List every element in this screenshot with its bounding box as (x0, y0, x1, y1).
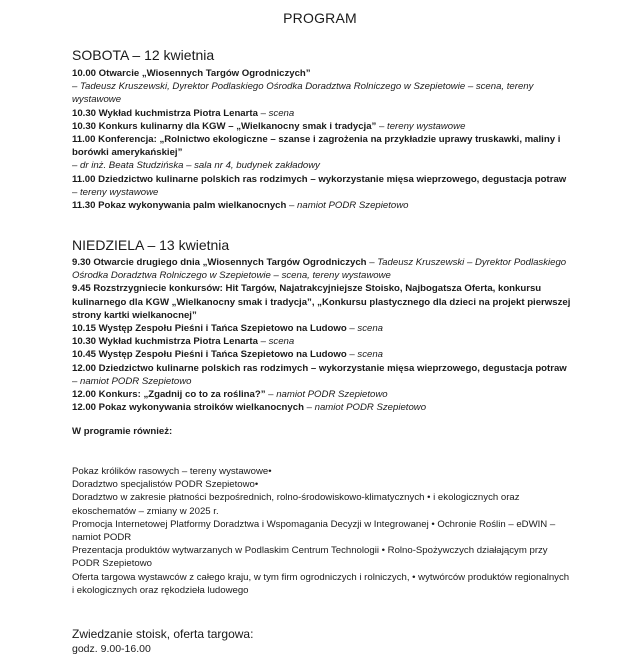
entry-italic: – Tadeusz Kruszewski, Dyrektor Podlaskiego Ośrodka Doradztwa Rolniczego w Szepietowie – scena, tereny wystawowe (72, 81, 534, 106)
entry-bold: 10.00 Otwarcie „Wiosennych Targów Ogrodniczych” (72, 68, 311, 79)
schedule-entry (72, 199, 572, 212)
entry-sep: – (286, 200, 298, 212)
entry-italic: namiot PODR Szepietowo (276, 389, 388, 401)
entry-sep: – (366, 257, 378, 268)
entry-bold: 12.00 Pokaz wykonywania stroików wielkanocnych (72, 402, 304, 414)
entry-bold: 9.45 Rozstrzygniecie konkursów: Hit Targów, Najatrakcyjniejsze Stoisko, Najbogatsza Oferta, konkursu kulinarnego dla KGW „Wielkanocny smak i tradycja”, „Konkursu plastycznego dla dzieci na projekt pierwszej strony kartki wielkanocnej” (72, 283, 571, 321)
schedule-entry (72, 173, 572, 199)
schedule-entry (72, 322, 572, 335)
schedule-entry (72, 401, 572, 414)
entry-bold: 9.30 Otwarcie drugiego dnia „Wiosennych Targów Ogrodniczych (72, 257, 367, 268)
schedule-entry (72, 388, 572, 401)
also-item: Doradztwo specjalistów PODR Szepietowo• (72, 479, 259, 491)
visit-hours: godz. 9.00-16.00 (72, 643, 151, 655)
entry-sep: – (72, 186, 81, 198)
also-heading: W programie również: (72, 426, 173, 437)
sunday-schedule (72, 256, 572, 414)
entry-bold: 11.30 Pokaz wykonywania palm wielkanocnych (72, 200, 287, 212)
also-item: Prezentacja produktów wytwarzanych w Podlaskim Centrum Technologii • Rolno-Spożywczych działającym przy PODR Szepietowo (72, 545, 548, 570)
schedule-entry (72, 120, 572, 133)
entry-italic: namiot PODR Szepietowo (80, 375, 192, 387)
entry-sep: – (257, 336, 269, 348)
also-item: Oferta targowa wystawców z całego kraju, w tym firm ogrodniczych i rolniczych, • wytwórców produktów regionalnych i ekologicznych oraz rękodzieła ludowego (72, 571, 570, 596)
sunday-heading: NIEDZIELA – 13 kwietnia (72, 237, 230, 253)
also-item: Promocja Internetowej Platformy Doradztwa i Wspomagania Decyzji w Integrowanej • Ochronie Roślin – eDWIN – namiot PODR (72, 518, 556, 544)
schedule-entry (72, 335, 572, 348)
entry-italic: namiot PODR Szepietowo (314, 402, 427, 414)
entry-italic: namiot PODR Szepietowo (297, 200, 409, 212)
schedule-entry (72, 80, 572, 106)
entry-sep: – (265, 389, 277, 401)
entry-sep: – (72, 375, 81, 387)
entry-bold: 11.00 Konferencja: „Rolnictwo ekologiczne – szanse i zagrożenia na przykładzie uprawy truskawki, maliny i borówki amerykańskiej” (72, 134, 561, 159)
entry-italic: tereny wystawowe (387, 120, 466, 132)
entry-bold: 10.45 Występ Zespołu Pieśni i Tańca Szepietowo na Ludowo (72, 349, 347, 361)
also-item: Pokaz królików rasowych – tereny wystawowe• (72, 466, 272, 477)
also-item: Doradztwo w zakresie płatności bezpośrednich, rolno-środowiskowo-klimatycznych • i ekologicznych oraz ekoschematów – zmiany w 2025 r. (72, 492, 520, 517)
entry-bold: 10.30 Wykład kuchmistrza Piotra Lenarta (72, 336, 258, 348)
visit-heading: Zwiedzanie stoisk, oferta targowa: (72, 627, 254, 641)
entry-sep: – (346, 349, 358, 361)
schedule-entry (72, 362, 572, 388)
page-title: PROGRAM (283, 10, 357, 26)
entry-italic: scena (357, 349, 384, 361)
entry-italic: Tadeusz Kruszewski – Dyrektor Podlaskiego Ośrodka Doradztwa Rolniczego w Szepietowie – scena, tereny wystawowe (72, 257, 567, 282)
entry-italic: scena (357, 323, 384, 335)
schedule-entry (72, 133, 572, 159)
entry-bold: 12.00 Konkurs: „Zgadnij co to za roślina?” (72, 389, 266, 401)
schedule-entry (72, 256, 572, 282)
schedule-entry (72, 67, 572, 80)
schedule-entry (72, 348, 572, 361)
entry-italic: tereny wystawowe (80, 186, 159, 198)
saturday-schedule (72, 67, 572, 212)
entry-italic: scena (268, 336, 295, 348)
entry-bold: 12.00 Dziedzictwo kulinarne polskich ras rodzimych – wykorzystanie mięsa wieprzowego, degustacja potraw (72, 362, 567, 374)
schedule-entry (72, 282, 572, 322)
entry-sep: – (346, 323, 358, 335)
entry-sep: – (303, 402, 315, 414)
entry-bold: 10.30 Konkurs kulinarny dla KGW – „Wielkanocny smak i tradycja” (72, 120, 377, 132)
entry-sep: – (376, 120, 388, 132)
schedule-entry (72, 107, 572, 120)
entry-sep: – (257, 107, 269, 119)
entry-italic: scena (268, 107, 295, 119)
saturday-heading: SOBOTA – 12 kwietnia (72, 47, 215, 63)
entry-italic: – dr inż. Beata Studzińska – sala nr 4, budynek zakładowy (72, 160, 320, 172)
entry-bold: 10.30 Wykład kuchmistrza Piotra Lenarta (72, 107, 258, 119)
schedule-entry (72, 159, 572, 172)
entry-bold: 10.15 Występ Zespołu Pieśni i Tańca Szepietowo na Ludowo (72, 323, 347, 335)
entry-bold: 11.00 Dziedzictwo kulinarne polskich ras rodzimych – wykorzystanie mięsa wieprzowego, degustacja potraw (72, 173, 567, 185)
also-list (72, 465, 572, 597)
